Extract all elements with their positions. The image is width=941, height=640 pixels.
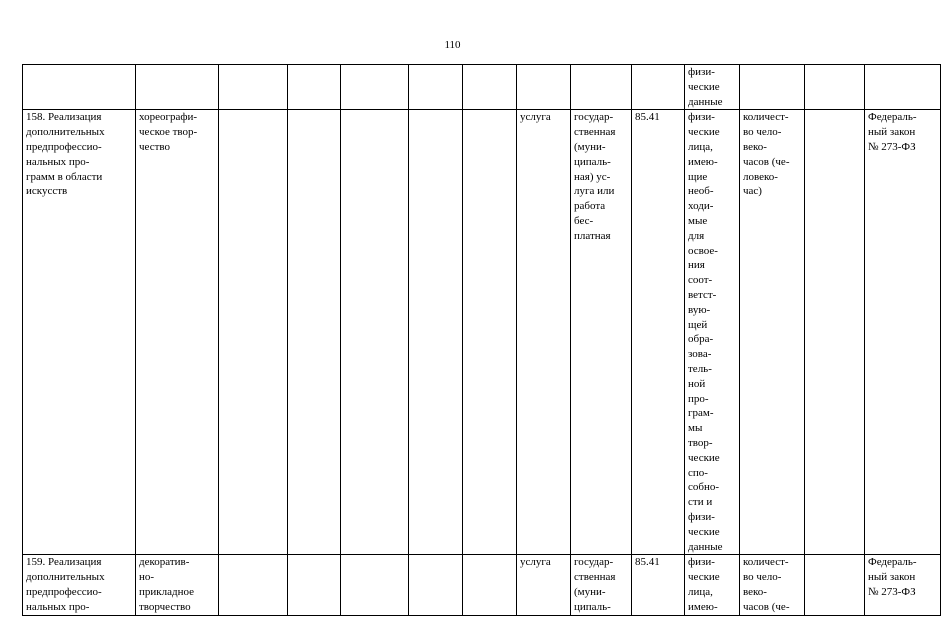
empty-cell xyxy=(409,65,463,110)
direction-cell: хореографи- ческое твор- чество xyxy=(136,110,219,555)
table-row xyxy=(23,555,941,616)
consumers-cell: физи- ческие данные xyxy=(685,65,740,110)
type-cell: услуга xyxy=(517,110,571,555)
empty-cell xyxy=(805,110,865,555)
empty-cell xyxy=(219,110,288,555)
empty-cell xyxy=(288,555,341,616)
consumers-cell: физи- ческие лица, имею- xyxy=(685,555,740,616)
direction-cell: декоратив- но- прикладное творчество xyxy=(136,555,219,616)
page-number: 110 xyxy=(444,39,461,51)
law-cell: Федераль- ный закон № 273-ФЗ xyxy=(865,555,941,616)
empty-cell xyxy=(288,65,341,110)
status-cell: государ- ственная (муни- ципаль- xyxy=(571,555,632,616)
empty-cell xyxy=(288,110,341,555)
empty-cell xyxy=(805,555,865,616)
type-cell xyxy=(517,65,571,110)
empty-cell xyxy=(341,110,409,555)
consumers-cell: физи- ческие лица, имею- щие необ- ходи- мые для освое- ния соот- ветст- вую- щей обра- зова- тель- ной про- грам- мы твор- ческие спо- собно- сти и физи- ческие данные xyxy=(685,110,740,555)
type-cell: услуга xyxy=(517,555,571,616)
okved-code-cell: 85.41 xyxy=(632,555,685,616)
service-name-cell xyxy=(23,65,136,110)
empty-cell xyxy=(341,555,409,616)
empty-cell xyxy=(805,65,865,110)
empty-cell xyxy=(409,110,463,555)
unit-cell: количест- во чело- веко- часов (че- xyxy=(740,555,805,616)
empty-cell xyxy=(463,555,517,616)
empty-cell xyxy=(219,65,288,110)
service-name-cell: 159. Реализация дополнительных предпрофессио- нальных про- xyxy=(23,555,136,616)
empty-cell xyxy=(463,110,517,555)
okved-code-cell xyxy=(632,65,685,110)
empty-cell xyxy=(341,65,409,110)
law-cell xyxy=(865,65,941,110)
law-cell: Федераль- ный закон № 273-ФЗ xyxy=(865,110,941,555)
unit-cell xyxy=(740,65,805,110)
status-cell: государ- ственная (муни- ципаль- ная) ус- луга или работа бес- платная xyxy=(571,110,632,555)
okved-code-cell: 85.41 xyxy=(632,110,685,555)
empty-cell xyxy=(463,65,517,110)
status-cell xyxy=(571,65,632,110)
table-row xyxy=(23,110,941,555)
services-table xyxy=(22,64,941,616)
direction-cell xyxy=(136,65,219,110)
table-row xyxy=(23,65,941,110)
empty-cell xyxy=(409,555,463,616)
service-name-cell: 158. Реализация дополнительных предпрофессио- нальных про- грамм в области искусств xyxy=(23,110,136,555)
unit-cell: количест- во чело- веко- часов (че- ловеко- час) xyxy=(740,110,805,555)
empty-cell xyxy=(219,555,288,616)
